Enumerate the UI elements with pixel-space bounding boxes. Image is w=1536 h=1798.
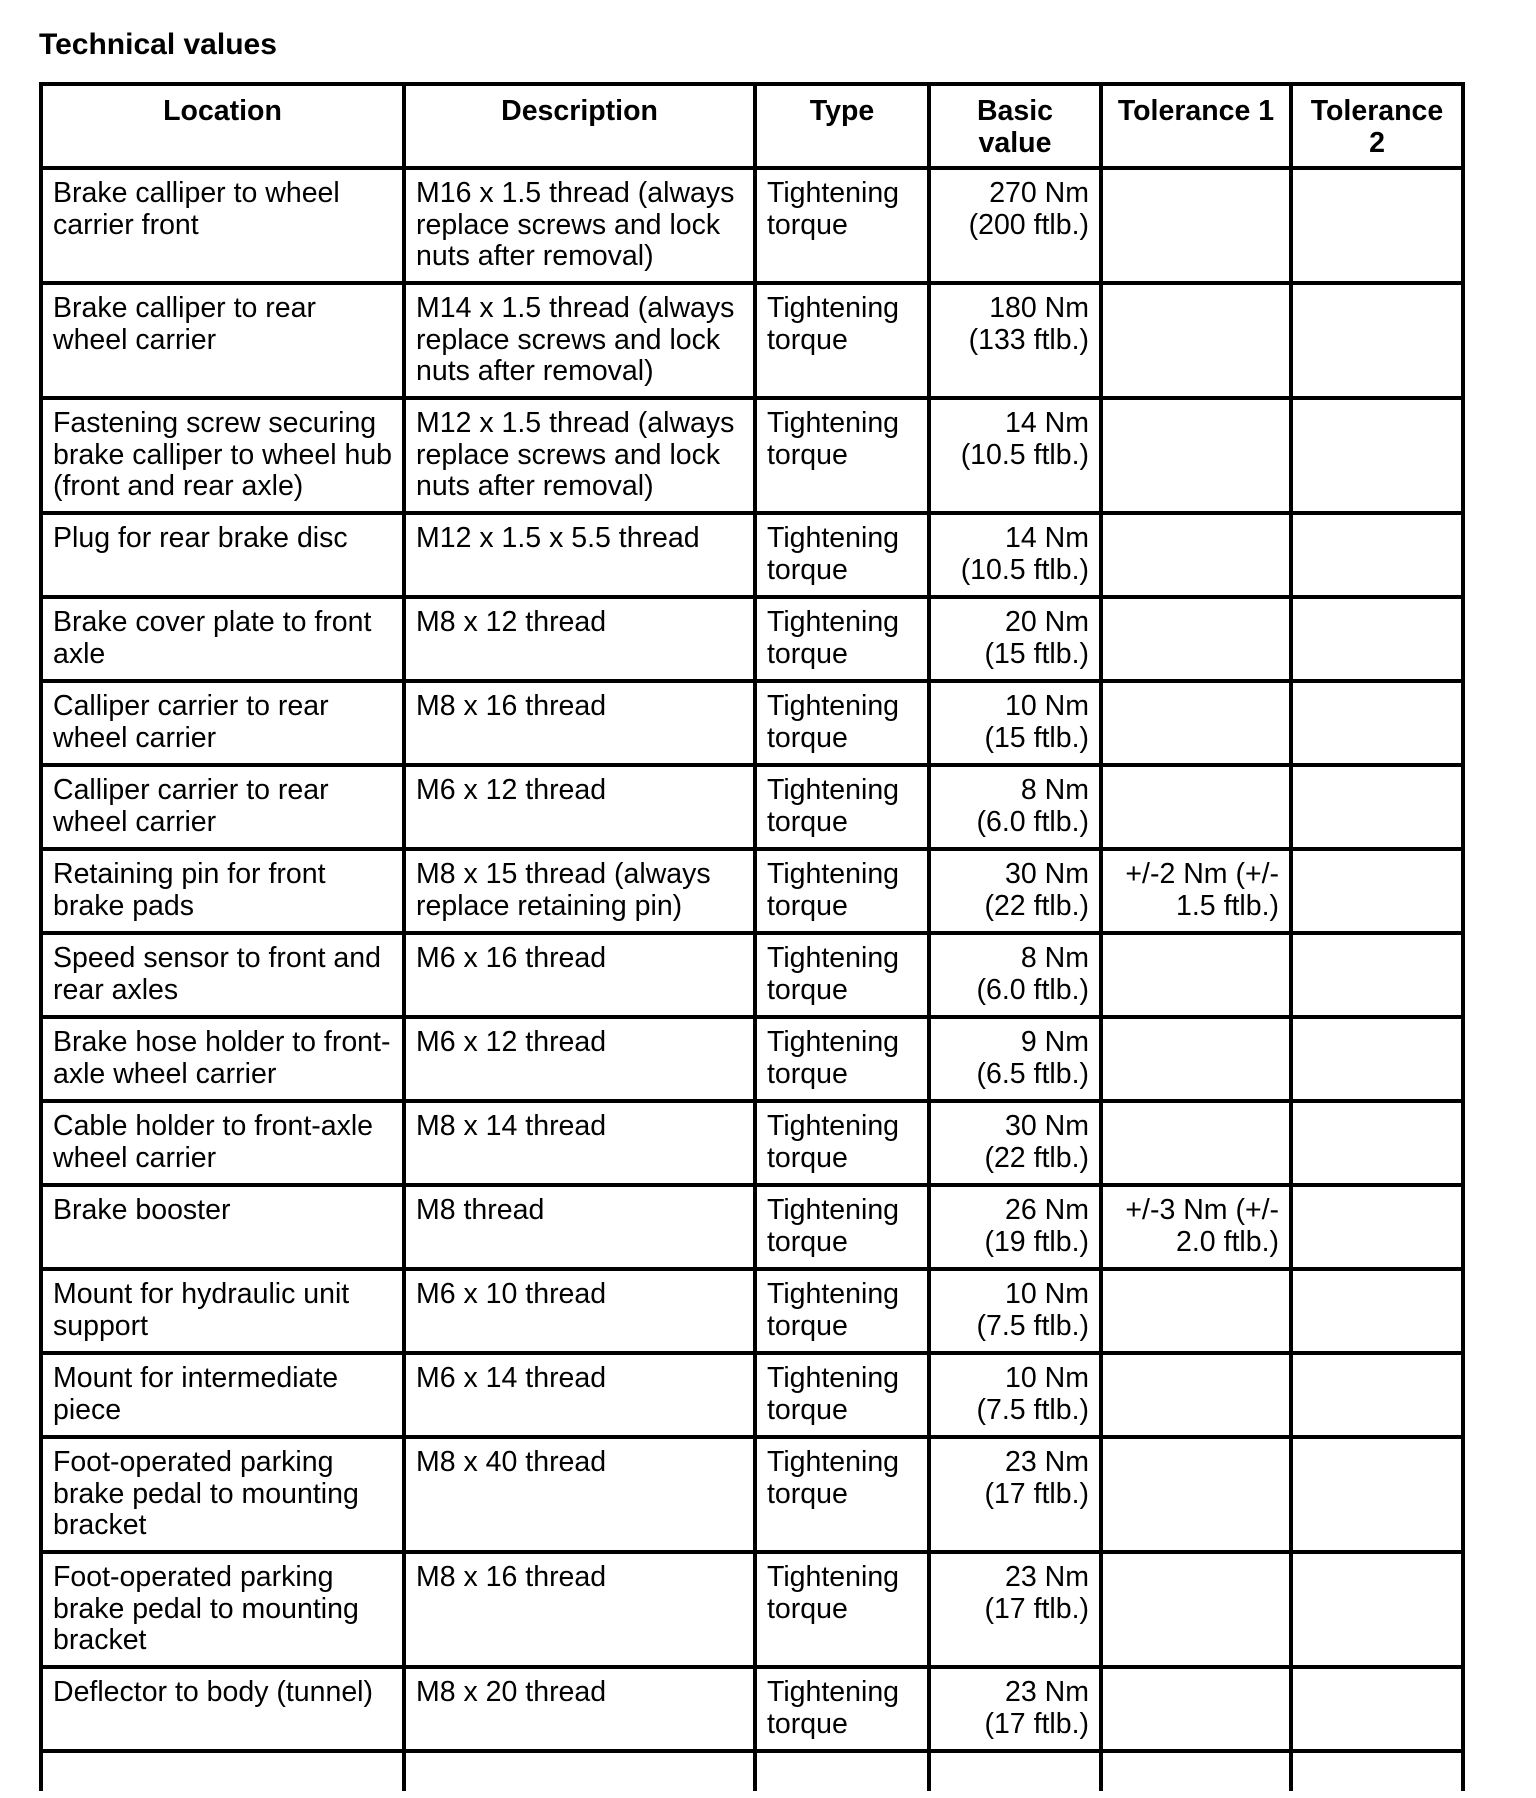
cell-tolerance-1: [1101, 283, 1291, 398]
cell-basic-value: 8 Nm (6.0 ftlb.): [929, 933, 1101, 1017]
cell-type: Tightening torque: [755, 1667, 929, 1751]
header-location: Location: [41, 84, 404, 168]
cell-basic-value: 9 Nm (6.5 ftlb.): [929, 1017, 1101, 1101]
cell-tolerance-1: [1101, 1353, 1291, 1437]
cell-location: Foot-operated parking brake pedal to mounting bracket: [41, 1437, 404, 1552]
cell-location: Foot-operated parking brake pedal to mounting bracket: [41, 1552, 404, 1667]
cell-location: Cable holder to front-axle wheel carrier: [41, 1101, 404, 1185]
cell-empty: [929, 1751, 1101, 1791]
cell-tolerance-2: [1291, 283, 1463, 398]
cell-location: Mount for hydraulic unit support: [41, 1269, 404, 1353]
cell-tolerance-2: [1291, 513, 1463, 597]
cell-basic-value: 30 Nm (22 ftlb.): [929, 1101, 1101, 1185]
cell-description: M12 x 1.5 x 5.5 thread: [404, 513, 755, 597]
cell-location: Brake calliper to rear wheel carrier: [41, 283, 404, 398]
cell-type: Tightening torque: [755, 168, 929, 283]
page-title: Technical values: [39, 28, 277, 61]
cell-basic-value: 10 Nm (7.5 ftlb.): [929, 1353, 1101, 1437]
cell-location: Mount for intermediate piece: [41, 1353, 404, 1437]
cell-basic-value: 8 Nm (6.0 ftlb.): [929, 765, 1101, 849]
cell-tolerance-2: [1291, 1353, 1463, 1437]
cell-description: M8 x 16 thread: [404, 1552, 755, 1667]
cell-location: Calliper carrier to rear wheel carrier: [41, 681, 404, 765]
cell-tolerance-2: [1291, 1017, 1463, 1101]
cell-description: M8 x 20 thread: [404, 1667, 755, 1751]
cell-tolerance-2: [1291, 1552, 1463, 1667]
table-row: [41, 398, 1463, 513]
cell-type: Tightening torque: [755, 398, 929, 513]
cell-description: M8 x 40 thread: [404, 1437, 755, 1552]
cell-description: M8 x 16 thread: [404, 681, 755, 765]
cell-basic-value: 26 Nm (19 ftlb.): [929, 1185, 1101, 1269]
cell-basic-value: 14 Nm (10.5 ftlb.): [929, 513, 1101, 597]
cell-basic-value: 23 Nm (17 ftlb.): [929, 1667, 1101, 1751]
cell-description: M16 x 1.5 thread (always replace screws and lock nuts after removal): [404, 168, 755, 283]
cell-type: Tightening torque: [755, 1101, 929, 1185]
cell-description: M6 x 16 thread: [404, 933, 755, 1017]
cell-basic-value: 180 Nm (133 ftlb.): [929, 283, 1101, 398]
table-row: [41, 849, 1463, 933]
cell-description: M6 x 12 thread: [404, 1017, 755, 1101]
cell-tolerance-1: [1101, 513, 1291, 597]
table-row: [41, 765, 1463, 849]
table-row: [41, 681, 1463, 765]
cell-tolerance-2: [1291, 765, 1463, 849]
cell-tolerance-1: [1101, 933, 1291, 1017]
cell-type: Tightening torque: [755, 597, 929, 681]
cell-location: Deflector to body (tunnel): [41, 1667, 404, 1751]
cell-description: M6 x 14 thread: [404, 1353, 755, 1437]
cell-tolerance-2: [1291, 1667, 1463, 1751]
cell-tolerance-2: [1291, 681, 1463, 765]
cell-tolerance-2: [1291, 1101, 1463, 1185]
cell-location: Brake cover plate to front axle: [41, 597, 404, 681]
cell-tolerance-2: [1291, 168, 1463, 283]
cell-tolerance-2: [1291, 1437, 1463, 1552]
cell-tolerance-1: [1101, 1552, 1291, 1667]
cell-type: Tightening torque: [755, 1185, 929, 1269]
header-description: Description: [404, 84, 755, 168]
cell-location: Calliper carrier to rear wheel carrier: [41, 765, 404, 849]
cell-type: Tightening torque: [755, 1269, 929, 1353]
cell-location: Speed sensor to front and rear axles: [41, 933, 404, 1017]
header-tolerance-2: Tolerance 2: [1291, 84, 1463, 168]
cell-type: Tightening torque: [755, 1552, 929, 1667]
cell-tolerance-1: [1101, 168, 1291, 283]
cell-location: Brake booster: [41, 1185, 404, 1269]
cell-basic-value: 30 Nm (22 ftlb.): [929, 849, 1101, 933]
cell-tolerance-2: [1291, 398, 1463, 513]
cell-tolerance-1: [1101, 765, 1291, 849]
cell-basic-value: 270 Nm (200 ftlb.): [929, 168, 1101, 283]
cell-description: M6 x 12 thread: [404, 765, 755, 849]
cell-tolerance-1: +/-2 Nm (+/- 1.5 ftlb.): [1101, 849, 1291, 933]
cell-tolerance-1: [1101, 1437, 1291, 1552]
cell-type: Tightening torque: [755, 283, 929, 398]
cell-type: Tightening torque: [755, 1017, 929, 1101]
cell-location: Brake calliper to wheel carrier front: [41, 168, 404, 283]
cell-empty: [404, 1751, 755, 1791]
table-row: [41, 933, 1463, 1017]
cell-tolerance-2: [1291, 849, 1463, 933]
cell-basic-value: 10 Nm (7.5 ftlb.): [929, 1269, 1101, 1353]
table-row: [41, 1667, 1463, 1751]
cell-location: Brake hose holder to front-axle wheel carrier: [41, 1017, 404, 1101]
cell-basic-value: 10 Nm (15 ftlb.): [929, 681, 1101, 765]
cell-tolerance-2: [1291, 597, 1463, 681]
cell-tolerance-2: [1291, 1185, 1463, 1269]
cell-tolerance-1: [1101, 1101, 1291, 1185]
table-row-continued: [41, 1751, 1463, 1791]
cell-tolerance-1: [1101, 681, 1291, 765]
table-row: [41, 283, 1463, 398]
cell-type: Tightening torque: [755, 849, 929, 933]
cell-location: Plug for rear brake disc: [41, 513, 404, 597]
cell-type: Tightening torque: [755, 1353, 929, 1437]
table-row: [41, 513, 1463, 597]
table-header-row: [41, 84, 1463, 168]
cell-basic-value: 20 Nm (15 ftlb.): [929, 597, 1101, 681]
cell-description: M6 x 10 thread: [404, 1269, 755, 1353]
cell-description: M8 x 15 thread (always replace retaining pin): [404, 849, 755, 933]
cell-tolerance-1: [1101, 1269, 1291, 1353]
cell-location: Retaining pin for front brake pads: [41, 849, 404, 933]
cell-description: M8 x 14 thread: [404, 1101, 755, 1185]
cell-location: Fastening screw securing brake calliper to wheel hub (front and rear axle): [41, 398, 404, 513]
table-row: [41, 597, 1463, 681]
cell-empty: [41, 1751, 404, 1791]
cell-tolerance-1: [1101, 398, 1291, 513]
table-row: [41, 1101, 1463, 1185]
header-tolerance-1: Tolerance 1: [1101, 84, 1291, 168]
cell-tolerance-1: +/-3 Nm (+/- 2.0 ftlb.): [1101, 1185, 1291, 1269]
cell-empty: [1101, 1751, 1291, 1791]
cell-description: M8 thread: [404, 1185, 755, 1269]
cell-empty: [1291, 1751, 1463, 1791]
cell-tolerance-1: [1101, 1667, 1291, 1751]
cell-basic-value: 23 Nm (17 ftlb.): [929, 1437, 1101, 1552]
cell-type: Tightening torque: [755, 933, 929, 1017]
cell-description: M14 x 1.5 thread (always replace screws and lock nuts after removal): [404, 283, 755, 398]
table-row: [41, 168, 1463, 283]
cell-empty: [755, 1751, 929, 1791]
table-row: [41, 1552, 1463, 1667]
cell-tolerance-2: [1291, 933, 1463, 1017]
cell-type: Tightening torque: [755, 765, 929, 849]
table-row: [41, 1269, 1463, 1353]
technical-values-table: [39, 82, 1465, 1791]
cell-type: Tightening torque: [755, 681, 929, 765]
cell-type: Tightening torque: [755, 1437, 929, 1552]
table-row: [41, 1437, 1463, 1552]
header-type: Type: [755, 84, 929, 168]
cell-basic-value: 14 Nm (10.5 ftlb.): [929, 398, 1101, 513]
cell-tolerance-1: [1101, 1017, 1291, 1101]
table-row: [41, 1353, 1463, 1437]
cell-description: M12 x 1.5 thread (always replace screws and lock nuts after removal): [404, 398, 755, 513]
table-row: [41, 1017, 1463, 1101]
cell-type: Tightening torque: [755, 513, 929, 597]
header-basic-value: Basic value: [929, 84, 1101, 168]
cell-tolerance-2: [1291, 1269, 1463, 1353]
cell-description: M8 x 12 thread: [404, 597, 755, 681]
cell-tolerance-1: [1101, 597, 1291, 681]
table-row: [41, 1185, 1463, 1269]
cell-basic-value: 23 Nm (17 ftlb.): [929, 1552, 1101, 1667]
